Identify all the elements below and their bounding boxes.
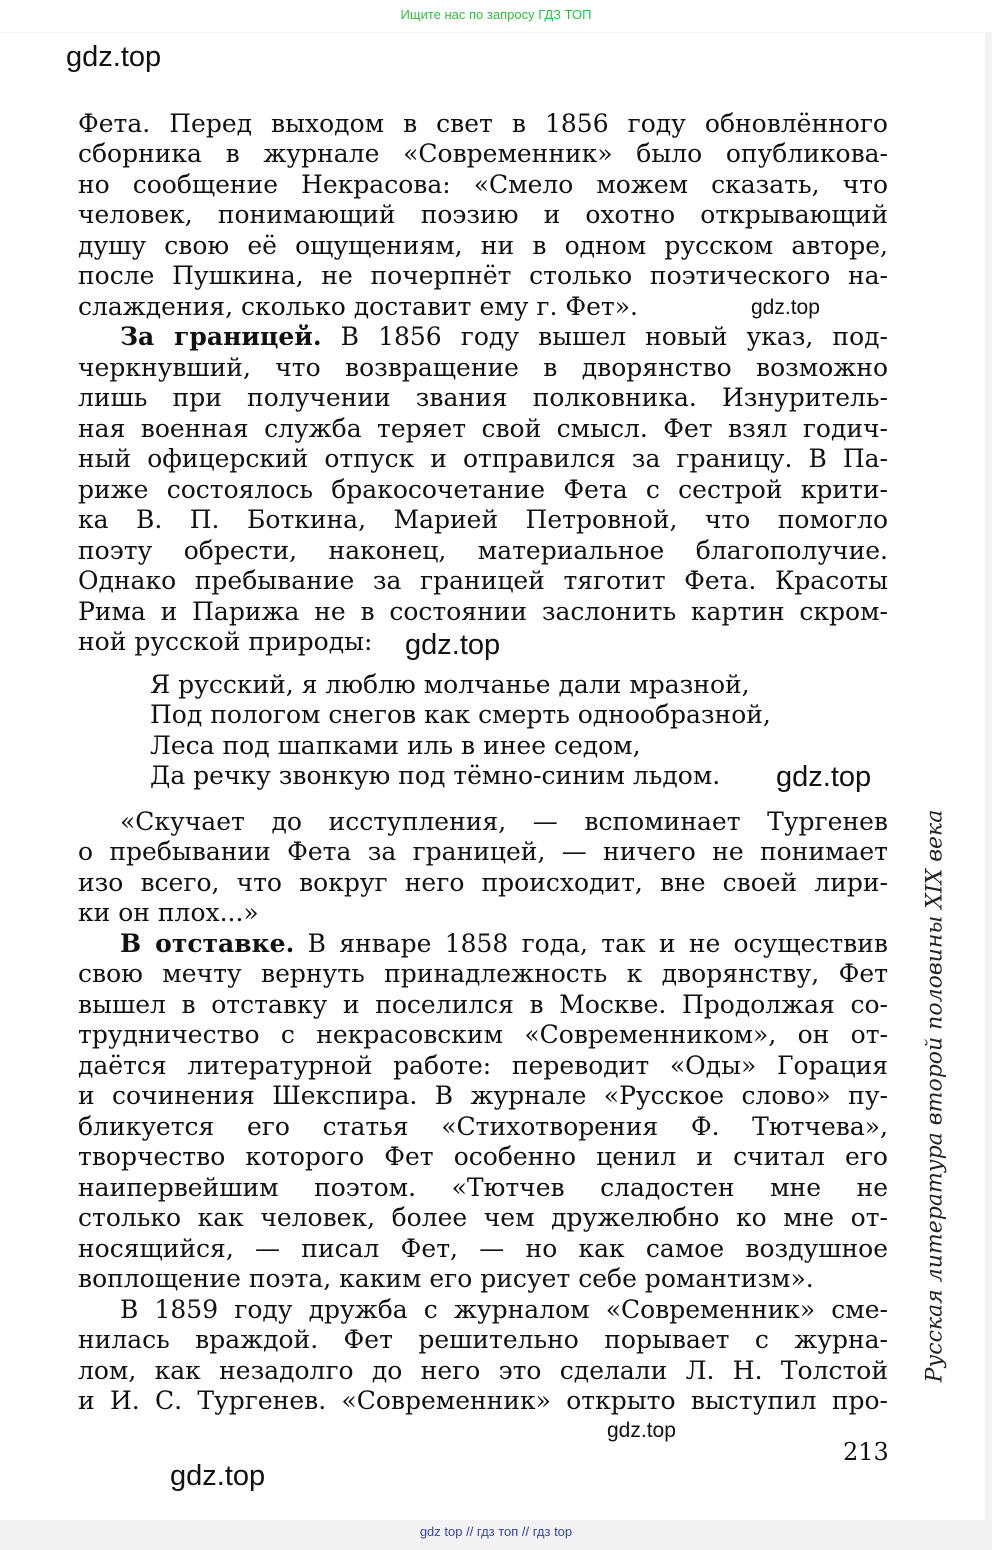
text-line: ный офицерский отпуск и отправился за границу. В Па-	[78, 444, 888, 473]
text-line: вышел в отставку и поселился в Москве. Продолжая со-	[78, 990, 888, 1019]
watermark: gdz.top	[751, 296, 820, 319]
text-line: но сообщение Некрасова: «Смело можем сказать, что	[78, 170, 888, 199]
text-line: трудничество с некрасовским «Современником», он от-	[78, 1020, 888, 1049]
text-line: ная военная служба теряет свой смысл. Фет взял годич-	[78, 414, 888, 443]
paragraph-start-line	[120, 322, 888, 352]
text-line: столько как человек, более чем дружелюбно ко мне от-	[78, 1203, 888, 1232]
side-caption-text: Русская литература второй половины XIX века	[922, 809, 948, 1383]
section-heading-abroad: За границей.	[120, 322, 322, 351]
text-line: лом, как незадолго до него это сделали Л. Н. Толстой	[78, 1356, 888, 1385]
text-line: риже состоялось бракосочетание Фета с сестрой крити-	[78, 475, 888, 504]
watermark: gdz.top	[66, 41, 162, 73]
paragraph-start-line	[120, 929, 888, 959]
page-number: 213	[843, 1438, 889, 1466]
watermark: gdz.top	[607, 1419, 676, 1442]
text-line: ки он плох...»	[78, 898, 259, 927]
text-line: свою мечту вернуть принадлежность к дворянству, Фет	[78, 959, 888, 988]
top-banner: Ищите нас по запросу ГДЗ ТОП	[0, 0, 992, 32]
text-line: и И. С. Тургенев. «Современник» открыто выступил про-	[78, 1386, 888, 1415]
poem-line: Да речку звонкую под тёмно-синим льдом.	[150, 761, 721, 790]
text-line: воплощение поэта, каким его рисует себе романтизм».	[78, 1264, 814, 1293]
text-line: черкнувший, что возвращение в дворянство возможно	[78, 353, 888, 382]
text-line: Рима и Парижа не в состоянии заслонить картин скром-	[78, 597, 888, 626]
text-line: душу свою её ощущениям, ни в одном русском авторе,	[78, 231, 888, 260]
text-line: «Скучает до исступления, — вспоминает Тургенев	[120, 807, 888, 836]
text-line: лишь при получении звания полковника. Изнуритель-	[78, 383, 888, 412]
text-line: о пребывании Фета за границей, — ничего не понимает	[78, 837, 888, 866]
text-line: творчество которого Фет особенно ценил и считал его	[78, 1142, 888, 1171]
text-line: поэту обрести, наконец, материальное благополучие.	[78, 536, 888, 565]
text-line: носящийся, — писал Фет, — но как самое воздушное	[78, 1234, 888, 1263]
text-line: изо всего, что вокруг него происходит, вне своей лири-	[78, 868, 888, 897]
text-line: ка В. П. Боткина, Марией Петровной, что помогло	[78, 505, 888, 534]
poem-line: Леса под шапками иль в инее седом,	[150, 731, 641, 760]
text-line: Однако пребывание за границей тяготит Фета. Красоты	[78, 566, 888, 595]
text-line: Фета. Перед выходом в свет в 1856 году обновлённого	[78, 109, 888, 138]
text-line: В 1859 году дружба с журналом «Современник» сме-	[120, 1295, 888, 1324]
watermark: gdz.top	[170, 1460, 266, 1492]
text-line: и сочинения Шекспира. В журнале «Русское слово» пу-	[78, 1081, 888, 1110]
text-line: нилась враждой. Фет решительно порывает с журна-	[78, 1325, 888, 1354]
footer-links: gdz top // гдз топ // гдз top	[419, 1524, 573, 1539]
poem-line: Я русский, я люблю молчанье дали мразной,	[150, 670, 750, 699]
text-line: человек, понимающий поэзию и охотно открывающий	[78, 200, 888, 229]
text-fragment: В 1856 году вышел новый указ, под-	[340, 322, 888, 351]
poem-line: Под пологом снегов как смерть однообразной,	[150, 700, 771, 729]
watermark: gdz.top	[405, 629, 501, 661]
book-page	[0, 33, 985, 1520]
text-line: бликуется его статья «Стихотворения Ф. Тютчева»,	[78, 1112, 888, 1141]
text-line: сборника в журнале «Современник» было опубликова-	[78, 139, 888, 168]
text-line: ной русской природы:	[78, 627, 373, 656]
text-line: слаждения, сколько доставит ему г. Фет».	[78, 292, 638, 321]
section-heading-retired: В отставке.	[120, 929, 295, 958]
watermark: gdz.top	[776, 761, 872, 793]
text-line: наипервейшим поэтом. «Тютчев сладостен мне не	[78, 1173, 888, 1202]
text-line: даётся литературной работе: переводит «Оды» Горация	[78, 1051, 888, 1080]
text-fragment: В январе 1858 года, так и не осуществив	[307, 929, 888, 958]
text-line: после Пушкина, не почерпнёт столько поэтического на-	[78, 261, 888, 290]
